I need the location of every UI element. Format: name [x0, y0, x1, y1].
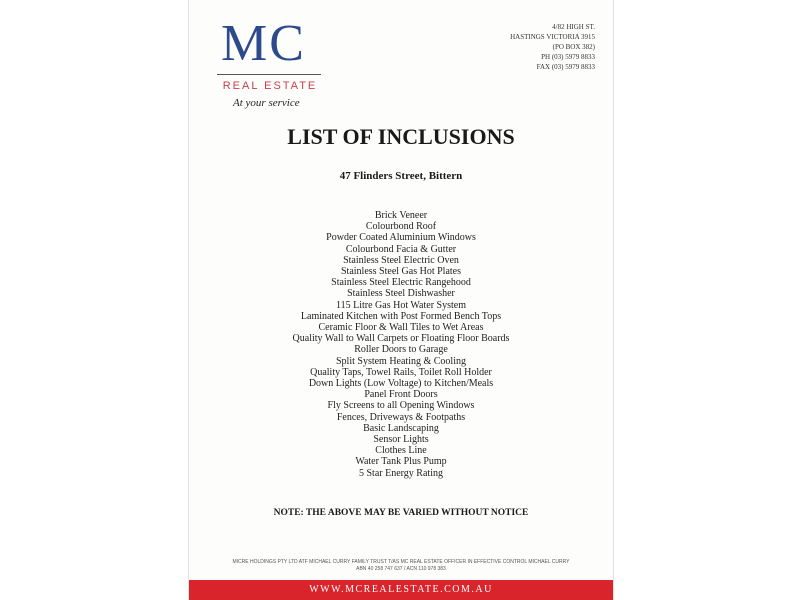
list-item: Brick Veneer — [374, 210, 428, 221]
page-title: LIST OF INCLUSIONS — [287, 124, 515, 149]
office-address — [510, 22, 595, 72]
variation-note: NOTE: THE ABOVE MAY BE VARIED WITHOUT NOTICE — [273, 508, 529, 518]
website-url: WWW.MCREALESTATE.COM.AU — [309, 584, 493, 595]
list-item: Split System Heating & Cooling — [335, 355, 466, 367]
list-item: Clothes Line — [375, 445, 427, 457]
list-item: Fences, Driveways & Footpaths — [336, 411, 466, 423]
document-page — [188, 0, 614, 600]
property-address: 47 Flinders Street, Bittern — [339, 170, 463, 182]
list-item: Colourbond Roof — [365, 221, 437, 233]
list-item: Stainless Steel Gas Hot Plates — [341, 266, 461, 278]
list-item: Colourbond Facia & Gutter — [345, 243, 457, 255]
list-item: Water Tank Plus Pump — [355, 456, 447, 468]
address-line: 4/82 HIGH ST. — [552, 23, 595, 31]
list-item: Quality Wall to Wall Carpets or Floating Floor Boards — [292, 333, 510, 345]
website-banner — [189, 580, 613, 600]
list-item: Panel Front Doors — [364, 389, 438, 401]
list-item: Stainless Steel Dishwasher — [347, 288, 455, 300]
logo-divider — [217, 74, 321, 75]
inclusions-list — [189, 210, 613, 479]
address-line: (PO BOX 382) — [552, 43, 595, 51]
list-item: Down Lights (Low Voltage) to Kitchen/Meals — [308, 378, 494, 390]
address-line: FAX (03) 5979 8833 — [536, 63, 595, 71]
logo-tagline: At your service — [233, 97, 300, 109]
legal-footer — [189, 559, 613, 573]
list-item: Fly Screens to all Opening Windows — [327, 400, 475, 412]
list-item: Sensor Lights — [373, 434, 429, 446]
list-item: Ceramic Floor & Wall Tiles to Wet Areas — [318, 322, 484, 334]
list-item: Laminated Kitchen with Post Formed Bench Tops — [300, 310, 502, 322]
address-line: HASTINGS VICTORIA 3915 — [510, 33, 595, 41]
logo-subtitle: REAL ESTATE — [222, 80, 318, 92]
logo-letters: MC — [221, 15, 306, 72]
list-item: 5 Star Energy Rating — [359, 467, 443, 479]
list-item: Stainless Steel Electric Rangehood — [331, 277, 471, 289]
list-item: Powder Coated Aluminium Windows — [326, 232, 476, 244]
legal-line: ABN 40 258 747 637 / ACN 110 978 383 — [356, 566, 446, 572]
list-item: 115 Litre Gas Hot Water System — [335, 299, 466, 311]
legal-line: MICRE HOLDINGS PTY LTD ATF MICHAEL CURRY FAMILY TRUST T/AS MC REAL ESTATE OFFICER IN EFFECTIVE CONTROL MICHAEL CURRY — [232, 559, 570, 565]
list-item: Roller Doors to Garage — [354, 344, 448, 356]
list-item: Quality Taps, Towel Rails, Toilet Roll Holder — [310, 366, 492, 378]
list-item: Stainless Steel Electric Oven — [343, 254, 459, 266]
address-line: PH (03) 5979 8833 — [541, 53, 595, 61]
list-item: Basic Landscaping — [363, 422, 439, 434]
